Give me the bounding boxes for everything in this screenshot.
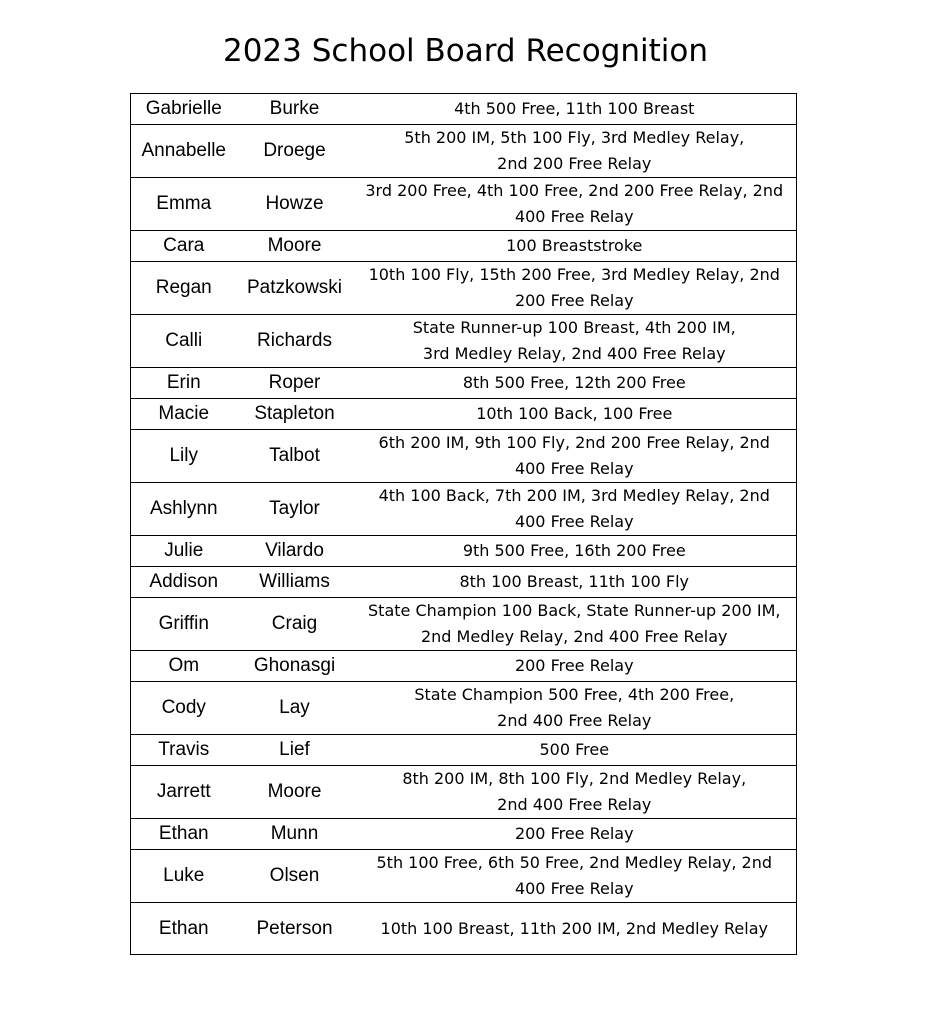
first-name-cell: Ethan — [131, 903, 237, 955]
honors-cell — [353, 483, 797, 536]
last-name-cell: Craig — [237, 598, 353, 651]
last-name-cell: Olsen — [237, 850, 353, 903]
table-row — [131, 735, 797, 766]
table-row — [131, 315, 797, 368]
recognition-table — [130, 93, 797, 955]
honors-cell — [353, 368, 797, 399]
last-name-cell: Richards — [237, 315, 353, 368]
last-name-cell: Lay — [237, 682, 353, 735]
honors-line: 2nd 200 Free Relay — [497, 154, 652, 173]
honors-line: State Runner-up 100 Breast, 4th 200 IM, — [412, 318, 736, 337]
honors-line: 8th 500 Free, 12th 200 Free — [462, 373, 686, 392]
honors-line: 400 Free Relay — [514, 207, 634, 226]
first-name-cell: Luke — [131, 850, 237, 903]
first-name-cell: Griffin — [131, 598, 237, 651]
first-name-cell: Om — [131, 651, 237, 682]
table-row — [131, 231, 797, 262]
last-name-cell: Burke — [237, 94, 353, 125]
honors-cell — [353, 766, 797, 819]
last-name-cell: Talbot — [237, 430, 353, 483]
last-name-cell: Munn — [237, 819, 353, 850]
first-name-cell: Lily — [131, 430, 237, 483]
honors-line: 4th 500 Free, 11th 100 Breast — [454, 99, 695, 118]
table-row — [131, 903, 797, 955]
honors-line: 10th 100 Back, 100 Free — [476, 404, 673, 423]
last-name-cell: Moore — [237, 766, 353, 819]
honors-line: 9th 500 Free, 16th 200 Free — [462, 541, 686, 560]
table-row — [131, 651, 797, 682]
honors-line: 400 Free Relay — [514, 459, 634, 478]
honors-line: 100 Breaststroke — [506, 236, 643, 255]
honors-cell — [353, 651, 797, 682]
honors-cell — [353, 262, 797, 315]
honors-line: 400 Free Relay — [514, 512, 634, 531]
honors-cell — [353, 231, 797, 262]
honors-line: State Champion 500 Free, 4th 200 Free, — [414, 685, 735, 704]
honors-line: 4th 100 Back, 7th 200 IM, 3rd Medley Relay, 2nd — [378, 486, 770, 505]
honors-cell — [353, 850, 797, 903]
honors-line: 200 Free Relay — [514, 824, 634, 843]
honors-cell — [353, 178, 797, 231]
table-row — [131, 682, 797, 735]
first-name-cell: Addison — [131, 567, 237, 598]
first-name-cell: Cody — [131, 682, 237, 735]
table-row — [131, 819, 797, 850]
first-name-cell: Julie — [131, 536, 237, 567]
table-row — [131, 430, 797, 483]
recognition-table-body — [131, 94, 797, 955]
table-row — [131, 368, 797, 399]
honors-cell — [353, 94, 797, 125]
first-name-cell: Ashlynn — [131, 483, 237, 536]
honors-cell — [353, 567, 797, 598]
table-row — [131, 94, 797, 125]
honors-line: 2nd Medley Relay, 2nd 400 Free Relay — [420, 627, 728, 646]
honors-line: 5th 200 IM, 5th 100 Fly, 3rd Medley Relay, — [404, 128, 745, 147]
honors-cell — [353, 399, 797, 430]
last-name-cell: Patzkowski — [237, 262, 353, 315]
honors-cell — [353, 430, 797, 483]
table-row — [131, 567, 797, 598]
table-row — [131, 536, 797, 567]
last-name-cell: Droege — [237, 125, 353, 178]
honors-line: 3rd 200 Free, 4th 100 Free, 2nd 200 Free Relay, 2nd — [365, 181, 784, 200]
first-name-cell: Ethan — [131, 819, 237, 850]
honors-cell — [353, 536, 797, 567]
first-name-cell: Travis — [131, 735, 237, 766]
table-row — [131, 399, 797, 430]
honors-line: 5th 100 Free, 6th 50 Free, 2nd Medley Relay, 2nd — [376, 853, 772, 872]
table-row — [131, 125, 797, 178]
last-name-cell: Peterson — [237, 903, 353, 955]
table-row — [131, 766, 797, 819]
last-name-cell: Howze — [237, 178, 353, 231]
honors-line: 200 Free Relay — [514, 291, 634, 310]
first-name-cell: Emma — [131, 178, 237, 231]
honors-cell — [353, 735, 797, 766]
first-name-cell: Macie — [131, 399, 237, 430]
honors-cell — [353, 125, 797, 178]
first-name-cell: Cara — [131, 231, 237, 262]
honors-line: 8th 100 Breast, 11th 100 Fly — [459, 572, 690, 591]
first-name-cell: Calli — [131, 315, 237, 368]
honors-line: State Champion 100 Back, State Runner-up 200 IM, — [368, 601, 781, 620]
honors-line: 10th 100 Breast, 11th 200 IM, 2nd Medley Relay — [380, 918, 768, 938]
first-name-cell: Annabelle — [131, 125, 237, 178]
last-name-cell: Stapleton — [237, 399, 353, 430]
first-name-cell: Gabrielle — [131, 94, 237, 125]
last-name-cell: Vilardo — [237, 536, 353, 567]
table-row — [131, 598, 797, 651]
last-name-cell: Williams — [237, 567, 353, 598]
honors-cell — [353, 682, 797, 735]
first-name-cell: Regan — [131, 262, 237, 315]
honors-cell — [353, 598, 797, 651]
last-name-cell: Lief — [237, 735, 353, 766]
first-name-cell: Erin — [131, 368, 237, 399]
honors-cell — [353, 903, 797, 955]
honors-cell — [353, 819, 797, 850]
table-row — [131, 850, 797, 903]
last-name-cell: Moore — [237, 231, 353, 262]
page-title: 2023 School Board Recognition — [222, 33, 709, 69]
table-row — [131, 262, 797, 315]
honors-line: 2nd 400 Free Relay — [497, 795, 652, 814]
honors-line: 10th 100 Fly, 15th 200 Free, 3rd Medley Relay, 2nd — [368, 265, 780, 284]
honors-line: 500 Free — [539, 740, 610, 759]
honors-line: 8th 200 IM, 8th 100 Fly, 2nd Medley Relay, — [402, 769, 747, 788]
honors-line: 3rd Medley Relay, 2nd 400 Free Relay — [422, 344, 726, 363]
honors-line: 400 Free Relay — [514, 879, 634, 898]
last-name-cell: Ghonasgi — [237, 651, 353, 682]
honors-cell — [353, 315, 797, 368]
honors-line: 2nd 400 Free Relay — [497, 711, 652, 730]
last-name-cell: Roper — [237, 368, 353, 399]
honors-line: 200 Free Relay — [514, 656, 634, 675]
honors-line: 6th 200 IM, 9th 100 Fly, 2nd 200 Free Relay, 2nd — [378, 433, 770, 452]
first-name-cell: Jarrett — [131, 766, 237, 819]
table-row — [131, 483, 797, 536]
table-row — [131, 178, 797, 231]
last-name-cell: Taylor — [237, 483, 353, 536]
